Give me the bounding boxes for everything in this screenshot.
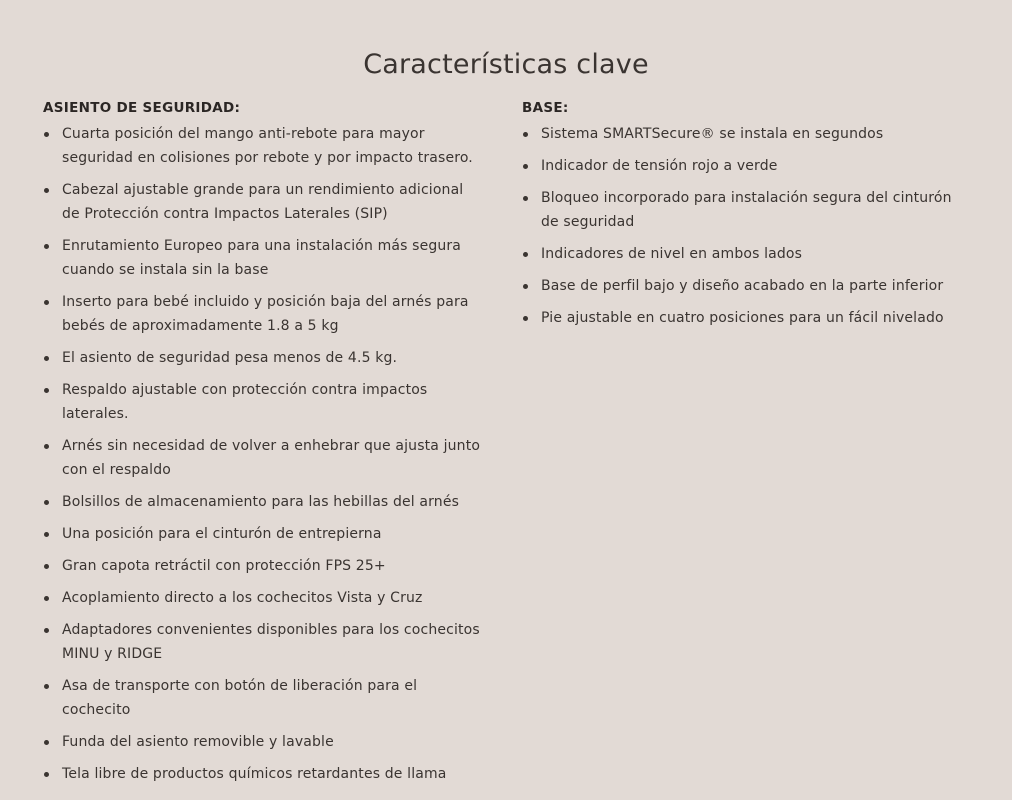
list-item-text: Bloqueo incorporado para instalación segura del cinturón de seguridad bbox=[541, 190, 952, 230]
list-item-text: El asiento de seguridad pesa menos de 4.5 kg. bbox=[62, 350, 398, 366]
list-item-text: Enrutamiento Europeo para una instalación más segura cuando se instala sin la base bbox=[62, 238, 462, 278]
list-item-text: Acoplamiento directo a los cochecitos Vista y Cruz bbox=[62, 590, 423, 606]
base-heading: BASE: bbox=[522, 100, 569, 116]
list-item bbox=[43, 674, 483, 722]
bullet-icon bbox=[523, 164, 528, 169]
bullet-icon bbox=[44, 564, 49, 569]
seat-heading: ASIENTO DE SEGURIDAD: bbox=[43, 100, 241, 116]
bullet-icon bbox=[523, 252, 528, 257]
bullet-icon bbox=[44, 740, 49, 745]
list-item bbox=[522, 306, 962, 330]
bullet-icon bbox=[44, 388, 49, 393]
bullet-icon bbox=[44, 188, 49, 193]
bullet-icon bbox=[44, 628, 49, 633]
list-item bbox=[43, 290, 483, 338]
bullet-icon bbox=[44, 500, 49, 505]
list-item-text: Inserto para bebé incluido y posición baja del arnés para bebés de aproximadamente 1.8 a 5 kg bbox=[62, 294, 469, 334]
list-item bbox=[522, 274, 962, 298]
list-item bbox=[522, 122, 962, 146]
bullet-icon bbox=[523, 284, 528, 289]
bullet-icon bbox=[44, 772, 49, 777]
list-item-text: Asa de transporte con botón de liberación para el cochecito bbox=[62, 678, 418, 718]
list-item-text: Arnés sin necesidad de volver a enhebrar que ajusta junto con el respaldo bbox=[62, 438, 481, 478]
bullet-icon bbox=[523, 196, 528, 201]
list-item bbox=[43, 234, 483, 282]
list-item bbox=[522, 154, 962, 178]
base-features-column bbox=[522, 98, 962, 338]
list-item-text: Indicadores de nivel en ambos lados bbox=[541, 246, 803, 262]
page-title: Características clave bbox=[363, 49, 649, 81]
list-item bbox=[43, 522, 483, 546]
seat-features-column bbox=[43, 98, 483, 794]
base-features-list bbox=[522, 122, 962, 330]
bullet-icon bbox=[44, 444, 49, 449]
list-item-text: Tela libre de productos químicos retardantes de llama bbox=[62, 766, 447, 782]
list-item-text: Pie ajustable en cuatro posiciones para un fácil nivelado bbox=[541, 310, 944, 326]
list-item bbox=[522, 242, 962, 266]
bullet-icon bbox=[44, 356, 49, 361]
list-item-text: Funda del asiento removible y lavable bbox=[62, 734, 334, 750]
list-item-text: Gran capota retráctil con protección FPS 25+ bbox=[62, 558, 386, 574]
list-item bbox=[43, 554, 483, 578]
list-item-text: Bolsillos de almacenamiento para las hebillas del arnés bbox=[62, 494, 460, 510]
list-item bbox=[522, 186, 962, 234]
list-item bbox=[43, 762, 483, 786]
bullet-icon bbox=[523, 316, 528, 321]
bullet-icon bbox=[44, 596, 49, 601]
list-item bbox=[43, 378, 483, 426]
list-item-text: Sistema SMARTSecure® se instala en segundos bbox=[541, 126, 884, 142]
list-item bbox=[43, 346, 483, 370]
list-item-text: Una posición para el cinturón de entrepierna bbox=[62, 526, 382, 542]
list-item-text: Cabezal ajustable grande para un rendimiento adicional de Protección contra Impactos Laterales (SIP) bbox=[62, 182, 464, 222]
list-item bbox=[43, 178, 483, 226]
list-item-text: Cuarta posición del mango anti-rebote para mayor seguridad en colisiones por rebote y por impacto trasero. bbox=[62, 126, 473, 166]
list-item bbox=[43, 122, 483, 170]
list-item bbox=[43, 434, 483, 482]
list-item-text: Adaptadores convenientes disponibles para los cochecitos MINU y RIDGE bbox=[62, 622, 480, 662]
bullet-icon bbox=[44, 132, 49, 137]
bullet-icon bbox=[44, 300, 49, 305]
list-item bbox=[43, 490, 483, 514]
list-item-text: Respaldo ajustable con protección contra impactos laterales. bbox=[62, 382, 428, 422]
list-item-text: Indicador de tensión rojo a verde bbox=[541, 158, 778, 174]
list-item bbox=[43, 730, 483, 754]
bullet-icon bbox=[44, 244, 49, 249]
seat-features-list bbox=[43, 122, 483, 786]
list-item bbox=[43, 618, 483, 666]
bullet-icon bbox=[523, 132, 528, 137]
list-item bbox=[43, 586, 483, 610]
bullet-icon bbox=[44, 532, 49, 537]
list-item-text: Base de perfil bajo y diseño acabado en la parte inferior bbox=[541, 278, 944, 294]
bullet-icon bbox=[44, 684, 49, 689]
